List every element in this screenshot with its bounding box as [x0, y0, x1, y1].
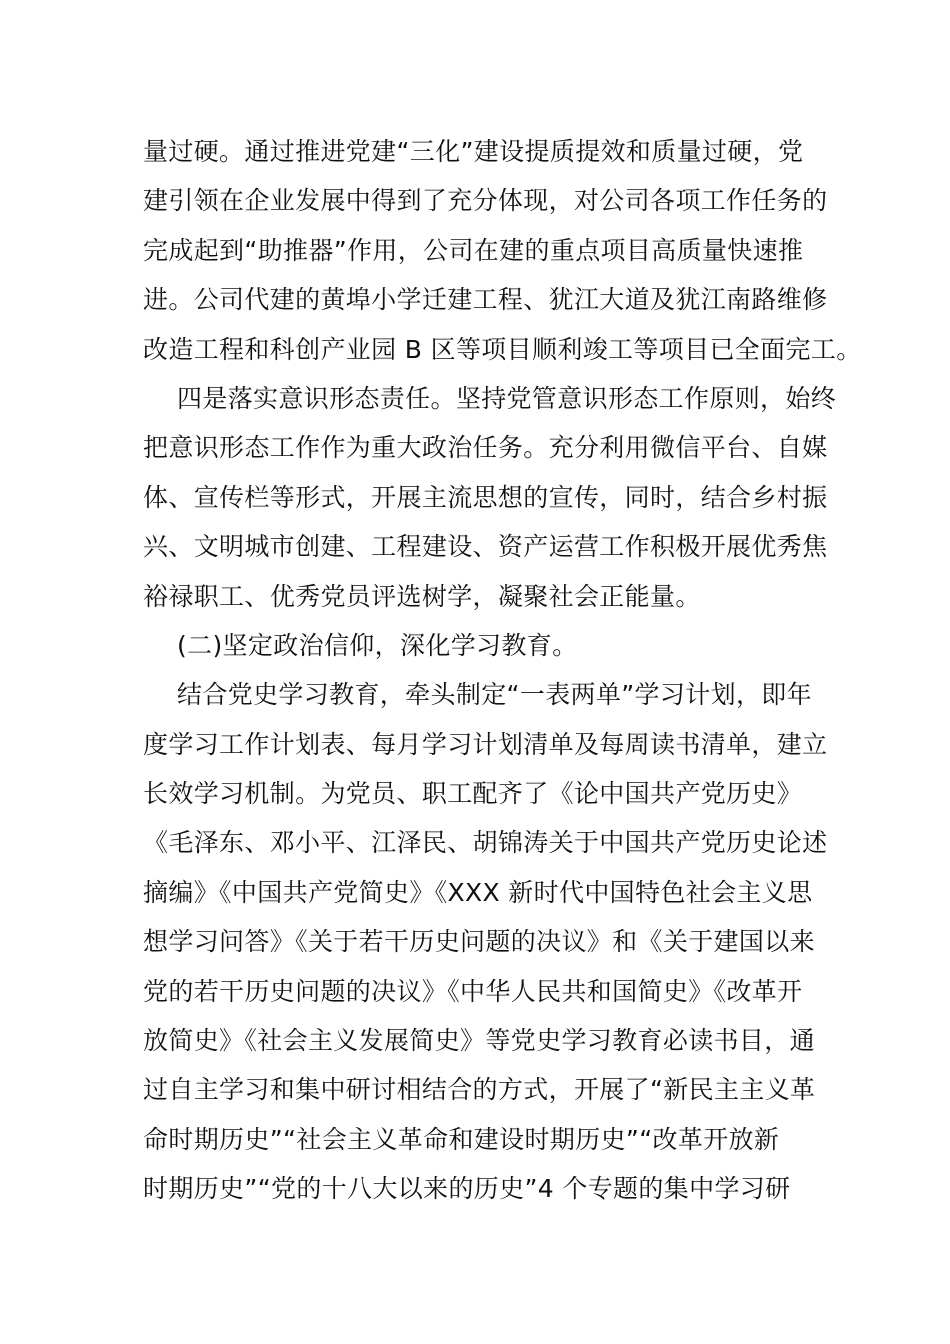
text-line: 完成起到“助推器”作用，公司在建的重点项目高质量快速推 [143, 235, 804, 265]
text-line: 进。公司代建的黄埠小学迁建工程、犹江大道及犹江南路维修 [143, 285, 828, 315]
text-line: 过自主学习和集中研讨相结合的方式，开展了“新民主主义革 [143, 1075, 816, 1105]
text-line: 长效学习机制。为党员、职工配齐了《论中国共产党历史》 [143, 779, 803, 809]
text-line: 度学习工作计划表、每月学习计划清单及每周读书清单，建立 [143, 729, 828, 759]
text-line: 建引领在企业发展中得到了充分体现，对公司各项工作任务的 [143, 186, 828, 216]
body-text [143, 127, 862, 1214]
text-line: 裕禄职工、优秀党员评选树学，凝聚社会正能量。 [143, 581, 701, 611]
paragraph-start-line: 四是落实意识形态责任。坚持党管意识形态工作原则，始终 [177, 383, 837, 413]
text-line: 摘编》《中国共产党简史》《XXX 新时代中国特色社会主义思 [143, 877, 813, 907]
text-line: 兴、文明城市创建、工程建设、资产运营工作积极开展优秀焦 [143, 532, 828, 562]
text-line: 放简史》《社会主义发展简史》等党史学习教育必读书目，通 [143, 1026, 815, 1056]
text-line: 命时期历史”“社会主义革命和建设时期历史”“改革开放新 [143, 1124, 780, 1154]
text-line: 把意识形态工作作为重大政治任务。充分利用微信平台、自媒 [143, 433, 828, 463]
paragraph-start-line: 结合党史学习教育，牵头制定“一表两单”学习计划，即年 [177, 680, 813, 710]
text-line: 时期历史”“党的十八大以来的历史”4 个专题的集中学习研 [143, 1174, 791, 1204]
text-line: 想学习问答》《关于若干历史问题的决议》和《关于建国以来 [143, 927, 815, 957]
text-line: 改造工程和科创产业园 B 区等项目顺利竣工等项目已全面完工。 [143, 334, 862, 364]
text-line: 量过硬。通过推进党建“三化”建设提质提效和质量过硬，党 [143, 137, 804, 166]
text-line: 《毛泽东、邓小平、江泽民、胡锦涛关于中国共产党历史论述 [143, 828, 828, 858]
text-line: 党的若干历史问题的决议》《中华人民共和国简史》《改革开 [143, 976, 803, 1006]
section-heading: (二)坚定政治信仰，深化学习教育。 [177, 630, 578, 660]
text-line: 体、宣传栏等形式，开展主流思想的宣传，同时，结合乡村振 [143, 482, 828, 512]
